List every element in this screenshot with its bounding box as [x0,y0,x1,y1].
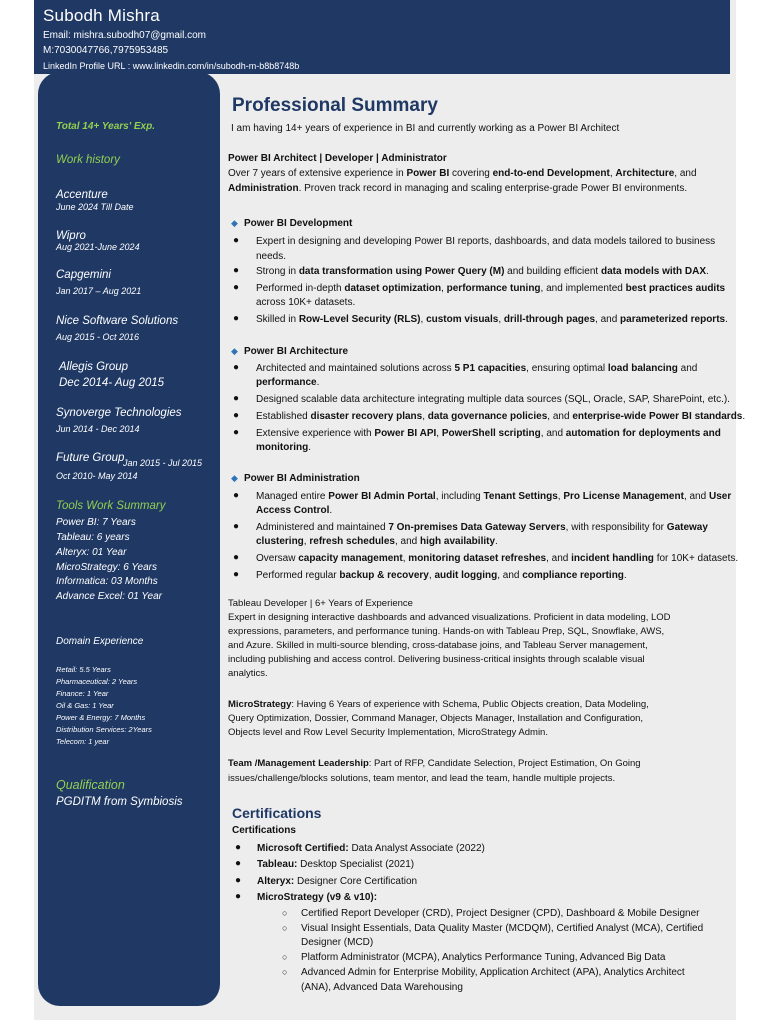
job-company: Capgemini [56,269,111,281]
summary-para-2: Administration. Proven track record in managing and scaling enterprise-grade Power BI environments. [228,183,688,194]
bullet-icon: ● [235,875,242,886]
dev-bullet-2: Strong in data transformation using Power Query (M) and building efficient data models with DAX. [256,266,709,277]
domain-item: Power & Energy: 7 Months [56,713,146,722]
arch-bullet-4: Extensive experience with Power BI API, PowerShell scripting, and automation for deployments and [256,428,721,439]
bullet-icon: ● [235,858,242,869]
admin-bullet-4: Performed regular backup & recovery, audit logging, and compliance reporting. [256,570,627,581]
admin-title: Power BI Administration [244,473,360,484]
bullet-icon: ● [233,427,240,438]
tool-item: Power BI: 7 Years [56,517,136,528]
email-line: Email: mishra.subodh07@gmail.com [43,30,206,41]
cert-item: Microsoft Certified: Data Analyst Associate (2022) [257,843,485,854]
arch-bullet-1-cont: performance. [256,377,320,388]
dev-bullet-4: Skilled in Row-Level Security (RLS), custom visuals, drill-through pages, and parameterized reports. [256,314,728,325]
summary-intro: I am having 14+ years of experience in BI and currently working as a Power BI Architect [231,123,620,134]
tools-title: Tools Work Summary [56,500,166,512]
job-dates: June 2024 Till Date [56,202,134,212]
cert-item: Tableau: Desktop Specialist (2021) [257,859,415,870]
bullet-icon: ● [233,235,240,246]
domain-item: Pharmaceutical: 2 Years [56,677,138,686]
circle-bullet-icon: ○ [282,908,288,918]
bullet-icon: ● [235,842,242,853]
mstr-line: MicroStrategy: Having 6 Years of experience with Schema, Public Objects creation, Data Modeling, [228,699,649,710]
summary-para-1: Over 7 years of extensive experience in Power BI covering end-to-end Development, Architecture, and [228,168,697,179]
cert-sub-item: Visual Insight Essentials, Data Quality Master (MCDQM), Certified Analyst (MCA), Certified [301,923,704,934]
role-line: Power BI Architect | Developer | Administrator [228,153,447,164]
arch-bullet-3: Established disaster recovery plans, data governance policies, and enterprise-wide Power BI standards. [256,411,746,422]
bullet-icon: ● [235,891,242,902]
admin-bullet-3: Oversaw capacity management, monitoring dataset refreshes, and incident handling for 10K+ datasets. [256,553,739,564]
circle-bullet-icon: ○ [282,952,288,962]
tableau-line: including publishing and access control. Delivering business-critical insights through scalable visual [228,654,645,665]
domain-item: Distribution Services: 2Years [56,725,152,734]
tool-item: Advance Excel: 01 Year [56,591,162,602]
job-company: Wipro [56,230,86,242]
arch-bullet-2: Designed scalable data architecture integrating multiple data sources (SQL, Oracle, SAP, SharePoint, etc.). [256,394,730,405]
tool-item: Alteryx: 01 Year [56,547,127,558]
bullet-icon: ● [233,552,240,563]
dev-bullet-3-cont: across 10K+ datasets. [256,297,356,308]
diamond-bullet-icon: ◆ [231,218,238,228]
admin-bullet-1-cont: Access Control. [256,505,333,516]
arch-title: Power BI Architecture [244,346,349,357]
team-line: Team /Management Leadership: Part of RFP, Candidate Selection, Project Estimation, On Going [228,758,641,769]
tool-item: MicroStrategy: 6 Years [56,562,157,573]
tableau-line: analytics. [228,668,268,679]
domain-title: Domain Experience [56,636,144,647]
job-dates: Dec 2014- Aug 2015 [59,377,165,389]
diamond-bullet-icon: ◆ [231,473,238,483]
cert-sub-item-cont: (ANA), Advanced Data Warehousing [301,982,463,993]
tableau-line: and Azure. Skilled in multi-source blending, cross-database joins, and Tableau Server management, [228,640,648,651]
linkedin-line: LinkedIn Profile URL : www.linkedin.com/in/subodh-m-b8b8748b [43,61,300,71]
tableau-title: Tableau Developer | 6+ Years of Experience [228,598,413,609]
job-company: Nice Software Solutions [56,315,179,327]
job-dates: Jun 2014 - Dec 2014 [56,424,140,434]
tool-item: Informatica: 03 Months [56,576,158,587]
job-company: Accenture [56,189,108,201]
domain-item: Retail: 5.5 Years [56,665,111,674]
work-history-title: Work history [56,154,120,166]
mstr-line: Objects level and Row Level Security Implementation, MicroStrategy Admin. [228,727,548,738]
bullet-icon: ● [233,282,240,293]
bullet-icon: ● [233,410,240,421]
circle-bullet-icon: ○ [282,967,288,977]
mstr-line: Query Optimization, Dossier, Command Manager, Objects Manager, Installation and Configuration, [228,713,644,724]
job-company: Synoverge Technologies [56,407,182,419]
admin-bullet-2: Administered and maintained 7 On-premises Data Gateway Servers, with responsibility for Gateway [256,522,708,533]
domain-item: Telecom: 1 year [56,737,110,746]
cert-sub-item: Advanced Admin for Enterprise Mobility, Application Architect (APA), Analytics Architect [301,967,685,978]
bullet-icon: ● [233,490,240,501]
arch-bullet-4-cont: monitoring. [256,442,311,453]
summary-title: Professional Summary [232,95,438,116]
dev-bullet-1-cont: needs. [256,251,287,262]
job-dates: Jan 2017 – Aug 2021 [56,286,142,296]
job-company: Future Group [56,452,125,464]
tool-item: Tableau: 6 years [56,532,130,543]
qualification-title: Qualification [56,778,125,792]
domain-item: Oil & Gas: 1 Year [56,701,114,710]
dev-title: Power BI Development [244,218,353,229]
job-dates: Aug 2015 - Oct 2016 [56,332,140,342]
circle-bullet-icon: ○ [282,923,288,933]
total-experience: Total 14+ Years' Exp. [56,121,156,132]
bullet-icon: ● [233,313,240,324]
cert-item: MicroStrategy (v9 & v10): [257,892,378,903]
team-line: issues/challenge/blocks solutions, team mentor, and lead the team, handle multiple projects. [228,773,616,784]
domain-item: Finance: 1 Year [56,689,109,698]
cert-item: Alteryx: Designer Core Certification [257,876,418,887]
cert-sub-item: Platform Administrator (MCPA), Analytics Performance Tuning, Advanced Big Data [301,952,666,963]
bullet-icon: ● [233,393,240,404]
mobile-line: M:7030047766,7975953485 [43,45,169,56]
bullet-icon: ● [233,362,240,373]
admin-bullet-1: Managed entire Power BI Admin Portal, including Tenant Settings, Pro License Management, and User [256,491,732,502]
certifications-title: Certifications [232,805,322,821]
job-company: Allegis Group [59,361,129,373]
diamond-bullet-icon: ◆ [231,346,238,356]
tableau-line: Expert in designing interactive dashboards and advanced visualizations. Proficient in data modeling, LOD [228,612,671,623]
tableau-line: expressions, parameters, and performance tuning. Hands-on with Tableau Prep, SQL, Snowflake, AWS, [228,626,665,637]
job-dates: Aug 2021-June 2024 [56,242,140,252]
candidate-name: Subodh Mishra [43,6,160,25]
cert-sub-item-cont: Designer (MCD) [301,937,374,948]
job-dates: Jan 2015 - Jul 2015 [123,458,203,468]
bullet-icon: ● [233,265,240,276]
job-dates: Oct 2010- May 2014 [56,471,138,481]
certifications-subtitle: Certifications [232,825,296,836]
qualification-value: PGDITM from Symbiosis [56,796,183,808]
bullet-icon: ● [233,569,240,580]
admin-bullet-2-cont: clustering, refresh schedules, and high availability. [256,536,498,547]
dev-bullet-1: Expert in designing and developing Power BI reports, dashboards, and data models tailored to business [256,236,716,247]
dev-bullet-3: Performed in-depth dataset optimization, performance tuning, and implemented best practices audits [256,283,726,294]
bullet-icon: ● [233,521,240,532]
arch-bullet-1: Architected and maintained solutions across 5 P1 capacities, ensuring optimal load balancing and [256,363,698,374]
cert-sub-item: Certified Report Developer (CRD), Project Designer (CPD), Dashboard & Mobile Designer [301,908,700,919]
